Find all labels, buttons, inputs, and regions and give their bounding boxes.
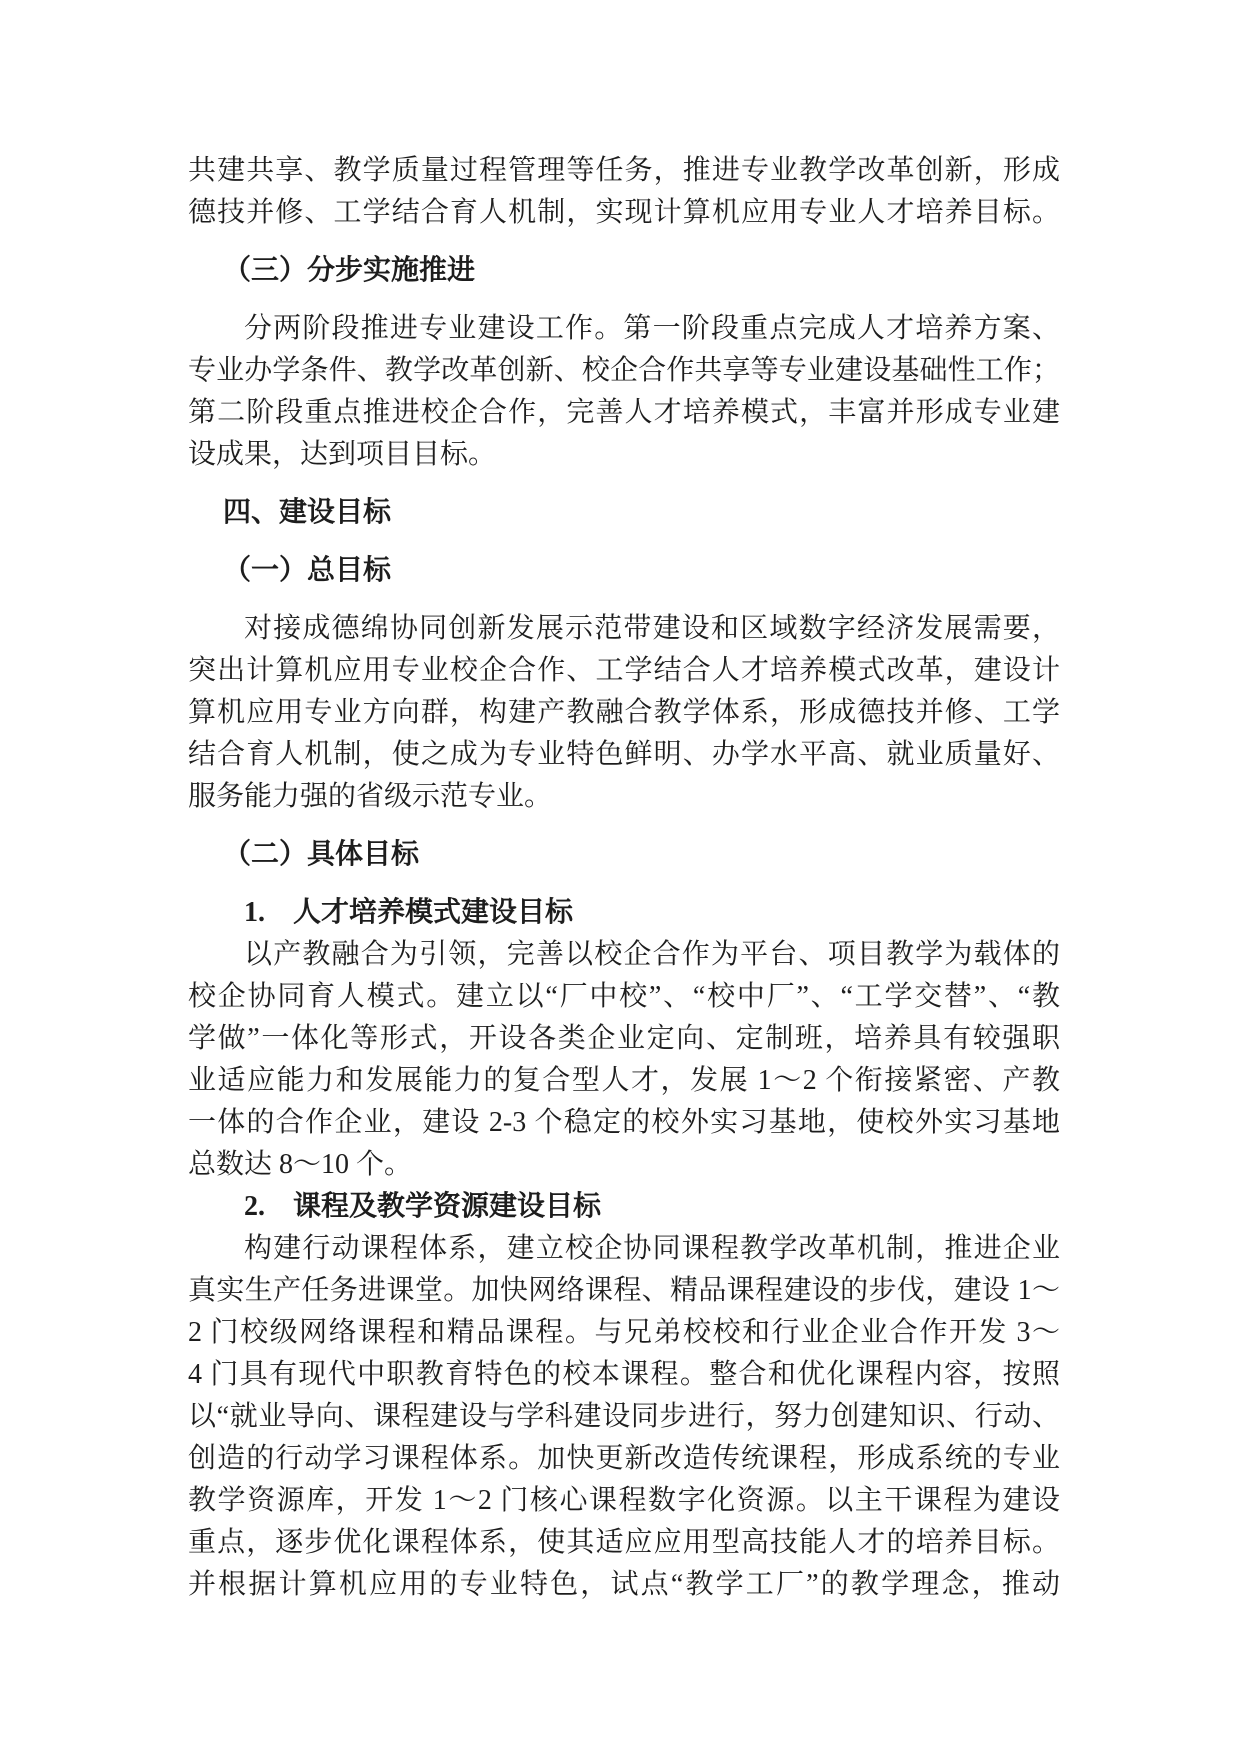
- paragraph-tasks-continuation-line: 共建共享、教学质量过程管理等任务，推进专业教学改革创新，形成: [188, 155, 1060, 186]
- heading-specific-goals: （二）具体目标: [223, 839, 420, 870]
- paragraph-tasks-continuation-line: 德技并修、工学结合育人机制，实现计算机应用专业人才培养目标。: [188, 197, 1060, 228]
- paragraph-curriculum-resources-line: 以“就业导向、课程建设与学科建设同步进行，努力创建知识、行动、: [188, 1401, 1060, 1432]
- paragraph-overall-goal-line: 对接成德绵协同创新发展示范带建设和区域数字经济发展需要，: [244, 613, 1060, 644]
- paragraph-overall-goal-line: 服务能力强的省级示范专业。: [188, 781, 553, 812]
- paragraph-talent-training-model-line: 总数达 8～10 个。: [188, 1149, 413, 1180]
- heading-curriculum-resources-goal: 2. 课程及教学资源建设目标: [244, 1191, 602, 1222]
- paragraph-two-phase-plan-line: 专业办学条件、教学改革创新、校企合作共享等专业建设基础性工作；: [188, 355, 1060, 386]
- paragraph-two-phase-plan-line: 设成果，达到项目目标。: [188, 439, 497, 470]
- paragraph-overall-goal-line: 结合育人机制，使之成为专业特色鲜明、办学水平高、就业质量好、: [188, 739, 1060, 770]
- paragraph-curriculum-resources-line: 构建行动课程体系，建立校企协同课程教学改革机制，推进企业: [244, 1233, 1060, 1264]
- heading-section-3-stepwise-implementation: （三）分步实施推进: [223, 255, 476, 286]
- paragraph-curriculum-resources-line: 4 门具有现代中职教育特色的校本课程。整合和优化课程内容，按照: [188, 1359, 1060, 1390]
- paragraph-talent-training-model-line: 学做”一体化等形式，开设各类企业定向、定制班，培养具有较强职: [188, 1023, 1060, 1054]
- paragraph-curriculum-resources-line: 创造的行动学习课程体系。加快更新改造传统课程，形成系统的专业: [188, 1443, 1060, 1474]
- paragraph-talent-training-model-line: 业适应能力和发展能力的复合型人才，发展 1～2 个衔接紧密、产教: [188, 1065, 1060, 1096]
- paragraph-overall-goal-line: 算机应用专业方向群，构建产教融合教学体系，形成德技并修、工学: [188, 697, 1060, 728]
- paragraph-talent-training-model-line: 以产教融合为引领，完善以校企合作为平台、项目教学为载体的: [244, 939, 1060, 970]
- paragraph-two-phase-plan-line: 分两阶段推进专业建设工作。第一阶段重点完成人才培养方案、: [244, 313, 1060, 344]
- paragraph-curriculum-resources-line: 并根据计算机应用的专业特色，试点“教学工厂”的教学理念，推动: [188, 1569, 1060, 1600]
- paragraph-curriculum-resources-line: 真实生产任务进课堂。加快网络课程、精品课程建设的步伐，建设 1～: [188, 1275, 1060, 1306]
- heading-talent-training-model-goal: 1. 人才培养模式建设目标: [244, 897, 574, 928]
- paragraph-two-phase-plan-line: 第二阶段重点推进校企合作，完善人才培养模式，丰富并形成专业建: [188, 397, 1060, 428]
- paragraph-curriculum-resources-line: 教学资源库，开发 1～2 门核心课程数字化资源。以主干课程为建设: [188, 1485, 1060, 1516]
- paragraph-curriculum-resources-line: 重点，逐步优化课程体系，使其适应应用型高技能人才的培养目标。: [188, 1527, 1060, 1558]
- paragraph-overall-goal-line: 突出计算机应用专业校企合作、工学结合人才培养模式改革，建设计: [188, 655, 1060, 686]
- paragraph-talent-training-model-line: 校企协同育人模式。建立以“厂中校”、“校中厂”、“工学交替”、“教: [188, 981, 1060, 1012]
- paragraph-talent-training-model-line: 一体的合作企业，建设 2-3 个稳定的校外实习基地，使校外实习基地: [188, 1107, 1060, 1138]
- heading-section-4-construction-goals: 四、建设目标: [223, 497, 392, 528]
- paragraph-curriculum-resources-line: 2 门校级网络课程和精品课程。与兄弟校校和行业企业合作开发 3～: [188, 1317, 1060, 1348]
- heading-overall-goal: （一）总目标: [223, 555, 392, 586]
